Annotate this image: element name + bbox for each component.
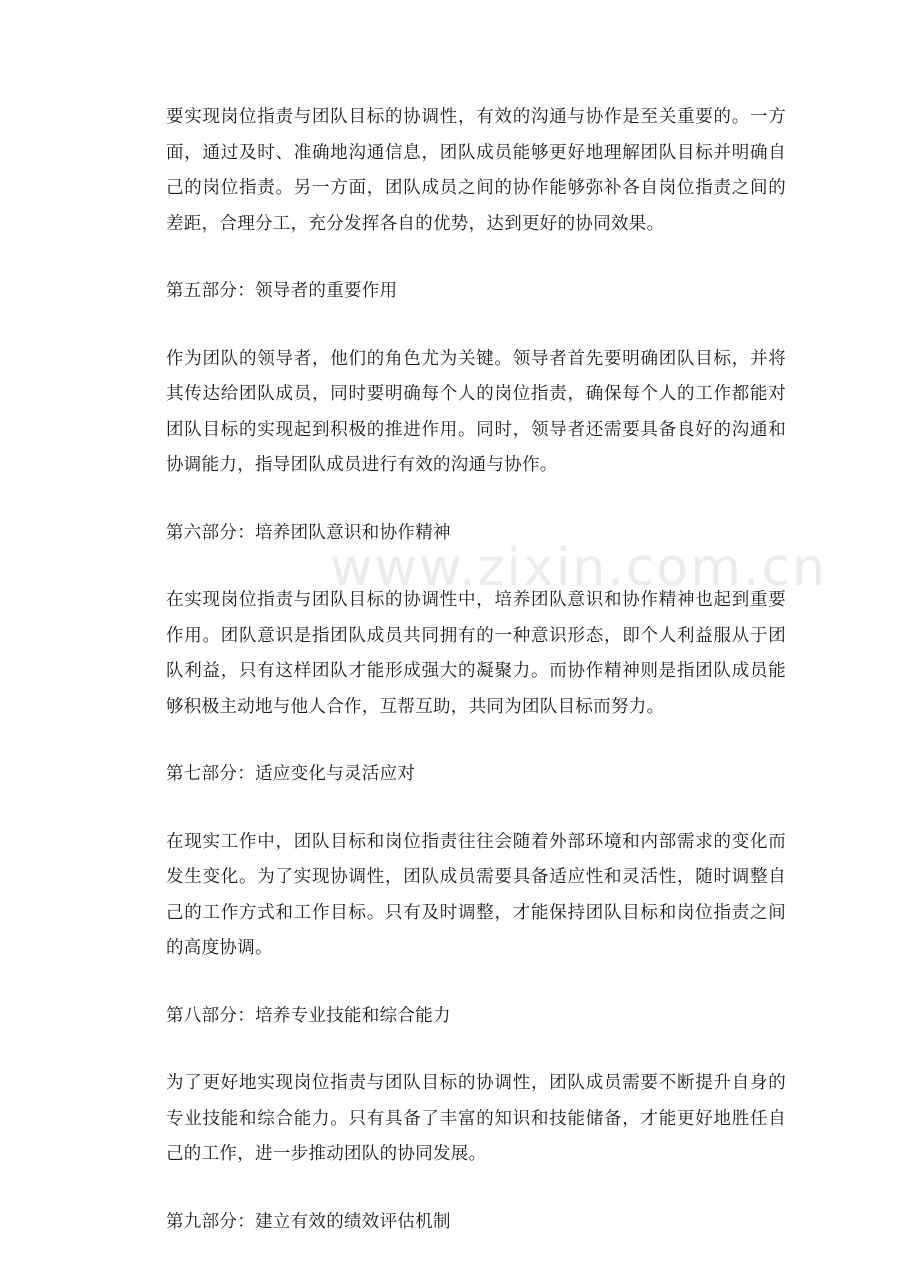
watermark: www.zixin.com.cn <box>330 538 827 598</box>
paragraph-leader: 作为团队的领导者，他们的角色尤为关键。领导者首先要明确团队目标，并将其传达给团队成员，同时要明确每个人的岗位指责，确保每个人的工作都能对团队目标的实现起到积极的推进作用。同时，领导者还需要具备良好的沟通和协调能力，指导团队成员进行有效的沟通与协作。 <box>166 348 786 475</box>
document-page <box>166 100 786 1272</box>
section-heading-9: 第九部分：建立有效的绩效评估机制 <box>166 1211 451 1232</box>
paragraph-team-spirit: 在实现岗位指责与团队目标的协调性中，培养团队意识和协作精神也起到重要作用。团队意识是指团队成员共同拥有的一种意识形态，即个人利益服从于团队利益，只有这样团队才能形成强大的凝聚力。而协作精神则是指团队成员能够积极主动地与他人合作，互帮互助，共同为团队目标而努力。 <box>166 590 786 717</box>
paragraph-adapt: 在现实工作中，团队目标和岗位指责往往会随着外部环境和内部需求的变化而发生变化。为了实现协调性，团队成员需要具备适应性和灵活性，随时调整自己的工作方式和工作目标。只有及时调整，才能保持团队目标和岗位指责之间的高度协调。 <box>166 831 786 958</box>
section-heading-7: 第七部分：适应变化与灵活应对 <box>166 764 416 784</box>
paragraph-communication: 要实现岗位指责与团队目标的协调性，有效的沟通与协作是至关重要的。一方面，通过及时、准确地沟通信息，团队成员能够更好地理解团队目标并明确自己的岗位指责。另一方面，团队成员之间的协作能够弥补各自岗位指责之间的差距，合理分工，充分发挥各自的优势，达到更好的协同效果。 <box>166 107 786 234</box>
section-heading-8: 第八部分：培养专业技能和综合能力 <box>166 1005 451 1026</box>
section-heading-5: 第五部分：领导者的重要作用 <box>166 281 398 301</box>
paragraph-skills: 为了更好地实现岗位指责与团队目标的协调性，团队成员需要不断提升自身的专业技能和综合能力。只有具备了丰富的知识和技能储备，才能更好地胜任自己的工作，进一步推动团队的协同发展。 <box>166 1073 786 1164</box>
section-heading-6: 第六部分：培养团队意识和协作精神 <box>166 522 451 543</box>
